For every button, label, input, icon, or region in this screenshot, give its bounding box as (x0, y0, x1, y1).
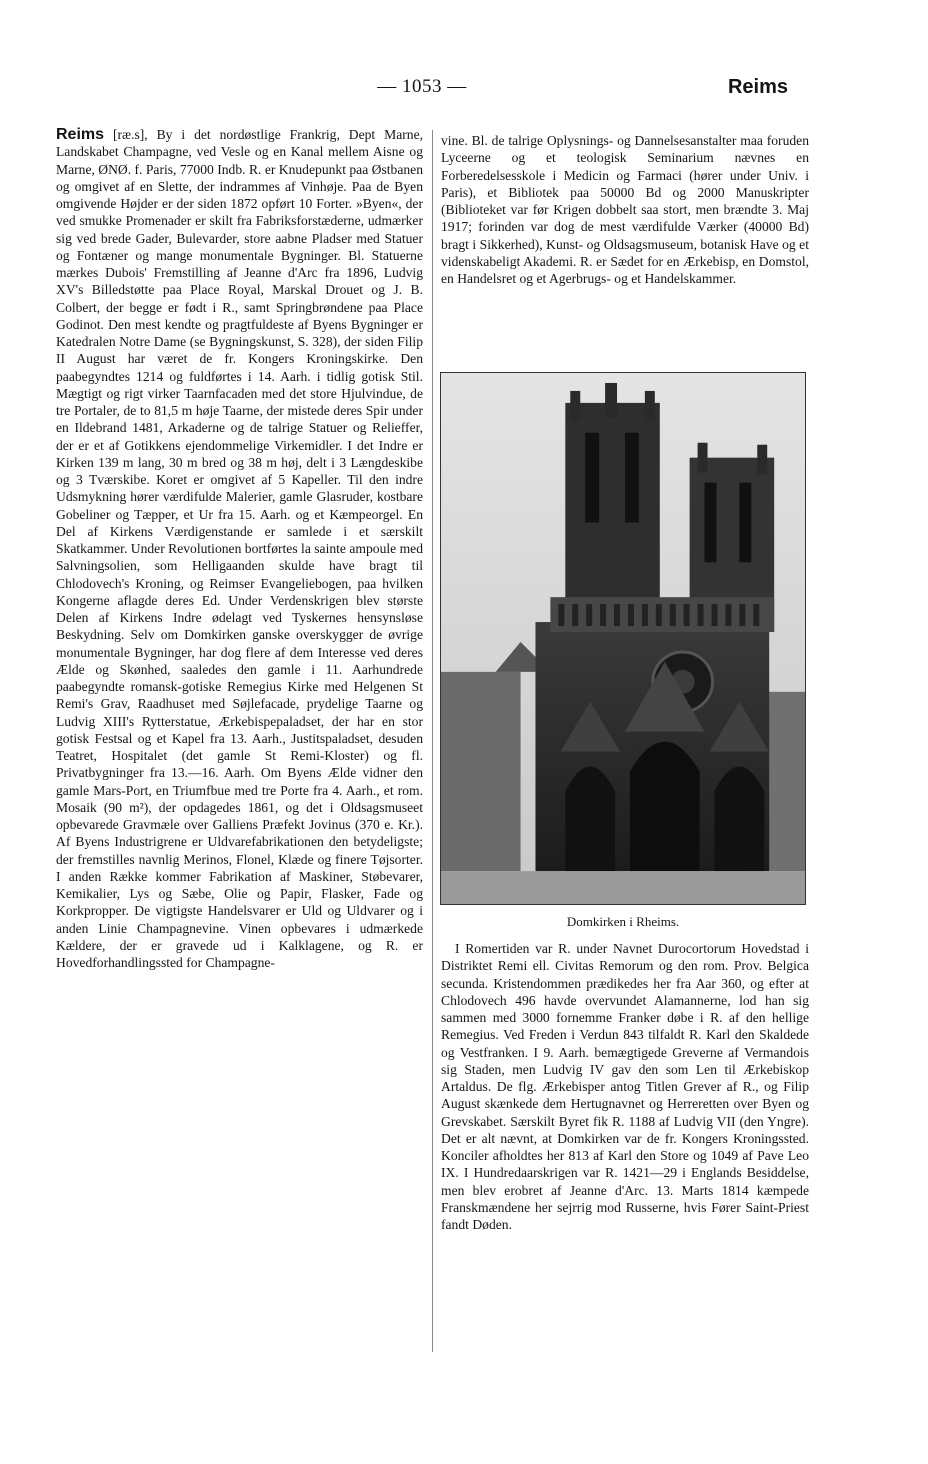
page-header (54, 74, 790, 104)
figure-caption: Domkirken i Rheims. (566, 914, 680, 929)
left-column (56, 126, 423, 971)
cathedral-illustration (441, 373, 805, 904)
page-number: — 1053 — (377, 76, 467, 97)
entry-headword: Reims (56, 126, 105, 143)
cathedral-figure (440, 372, 806, 904)
left-column-text: [ræ.s], By i det nordøstlige Frankrig, Dept Marne, Landskabet Champagne, ved Vesle og en Kanal mellem Aisne og Marne, ØNØ. f. Paris, 77000 Indb. R. er Knudepunkt paa Østbanen og omgivet af en Slette, der indrammes af Vinhøje. Paa de Byen omgivende Højder er der siden 1872 opført 10 Forter. »Byen«, der ved smukke Promenader er skilt fra Fabriksforstæderne, udmærker sig ved brede Gader, Bulevarder, store aabne Pladser med Statuer og Fontæner og mange monumentale Bygninger. Bl. Statuerne mærkes Dubois' Fremstilling af Jeanne d'Arc fra 1896, Ludvig XV's Billedstøtte paa Place Royal, Marskal Drouet og J. B. Colbert, der begge er født i R., samt Springbrøndene paa Place Godinot. Den mest kendte og pragtfuldeste af Byens Bygninger er Katedralen Notre Dame (se Bygningskunst, S. 328), der siden Filip II August har været de fr. Kongers Kroningskirke. Den paabegyndtes 1214 og fuldførtes i 14. Aarh. i tidlig gotisk Stil. Mægtigt og rigt virker Taarnfacaden med det store Hjulvindue, de tre Portaler, de to 81,5 m høje Taarne, der mistede deres Spir under en Ildebrand 1481, Arkaderne og de talrige Statuer og Relieffer, der er et af Gotikkens ejendommelige Virkemidler. I det Indre er Kirken 139 m lang, 30 m bred og 38 m høj, delt i 3 Længdeskibe og 3 Tværskibe. Koret er omgivet af 5 Kapeller. Til den indre Udsmykning hører værdifulde Malerier, gamle Glasruder, kostbare Gobeliner og Tæpper, et Ur fra 15. Aarh. og et Kæmpeorgel. En Del af Kirkens Værdigenstande er samlede i et særskilt Skatkammer. Under Revolutionen bortførtes la sainte ampoule med Salvningsolien, som Helligaanden skulde have bragt til Chlodovech's Kroning, og Reimser Evangeliebogen, paa hvilken Kongerne aflagde deres Ed. Under Verdenskrigen blev største Delen af Kirkens Indre ødelagt ved Tyskernes hensynsløse Beskydning. Selv om Domkirken ganske overskygger de øvrige monumentale Bygninger, har dog flere af dem Interesse ved deres Ælde og Skønhed, saaledes den gamle i 11. Aarhundrede paabegyndte romansk-gotiske Remegius Kirke med Helgenen St Remi's Grav, Raadhuset med Søjlefacade, prydelige Taarne og Ludvig XIII's Rytterstatue, Ærkebispepaladset, der har en stor gotisk Festsal og et Kapel fra 13. Aarh., Justitspaladset, desuden Teatret, Hospitalet (det gamle St Remi-Kloster) og fl. Privatbygninger fra 13.—16. Aarh. Om Byens Ælde vidner den gamle Mars-Port, en Triumfbue med tre Porte fra 4. Aarh., et rom. Mosaik (90 m²), der opdagedes 1861, og det i Oldsagsmuseet opbevarede Gravmæle over Galliens Præfekt Jovinus (370 e. Kr.). Af Byens Industrigrene er Uldvarefabrikationen den betydeligste; der fremstilles navnlig Merinos, Flonel, Klæde og finere Tøjsorter. I anden Række kommer Fabrikation af Maskiner, Støbevarer, Kemikalier, Lys og Sæbe, Olie og Papir, Flasker, Fade og Korkpropper. De vigtigste Handelsvarer er Uld og Uldvarer og i anden Linie Champagnevine. Vinen opbevares i udmærkede Kældere, der er gravede ud i Kalklagene, og R. er Hovedforhandlingssted for Champagne- (56, 127, 423, 970)
right-column-bottom (441, 940, 809, 1233)
cathedral-photo (440, 372, 806, 905)
right-column-top (441, 132, 809, 287)
entry-paragraph (56, 126, 423, 971)
right-column-top-text: vine. Bl. de talrige Oplysnings- og Dannelsesanstalter maa foruden Lyceerne og et teologisk Seminarium nævnes en Forberedelsesskole i Medicin og Farmaci (hører under Univ. i Paris), et Bibliotek paa 50000 Bd og 2000 Manuskripter (Biblioteket var før Krigen dobbelt saa stort, men brændte 3. Maj 1917; forinden var dog de mest værdifulde Værker (40000 Bd) bragt i Sikkerhed), Kunst- og Oldsagsmuseum, botanisk Have og et videnskabeligt Akademi. R. er Sædet for en Ærkebisp, en Domstol, en Handelsret og et Agerbrugs- og et Handelskammer. (441, 133, 809, 286)
right-column-bottom-text: I Romertiden var R. under Navnet Durocortorum Hovedstad i Distriktet Remi ell. Civitas Remorum og den rom. Prov. Belgica secunda. Kristendommen prædikedes her fra Aar 360, og efter at Chlodovech 496 havde overvundet Alamannerne, lod han sig sammen med 3000 fornemme Franker døbe i R. af den hellige Remegius. Ved Freden i Verdun 843 tilfaldt R. Karl den Skaldede og Vestfranken. I 9. Aarh. bemægtigede Greverne af Vermandois sig Staden, men Ludvig IV gav den som Len til Ærkebiskop Artaldus. De flg. Ærkebisper antog Titlen Grever af R., og Filip August skænkede dem Hertugnavnet og Herreretten over Byen og Grevskabet. Særskilt Byret fik R. 1188 af Ludvig VII (den Yngre). Det er alt nævnt, at Domkirken var de fr. Kongers Kroningssted. Konciler afholdtes her 813 af Karl den Store og 1049 af Pave Leo IX. I Hundredaarskrigen var R. 1421—29 i Englands Besiddelse, men blev erobret af Jeanne d'Arc. 13. Marts 1814 kæmpede Franskmændene her sejrrig mod Russerne, hvis Fører Saint-Priest fandt Døden. (441, 941, 809, 1232)
column-divider (432, 130, 433, 1352)
running-head: Reims (727, 76, 788, 98)
